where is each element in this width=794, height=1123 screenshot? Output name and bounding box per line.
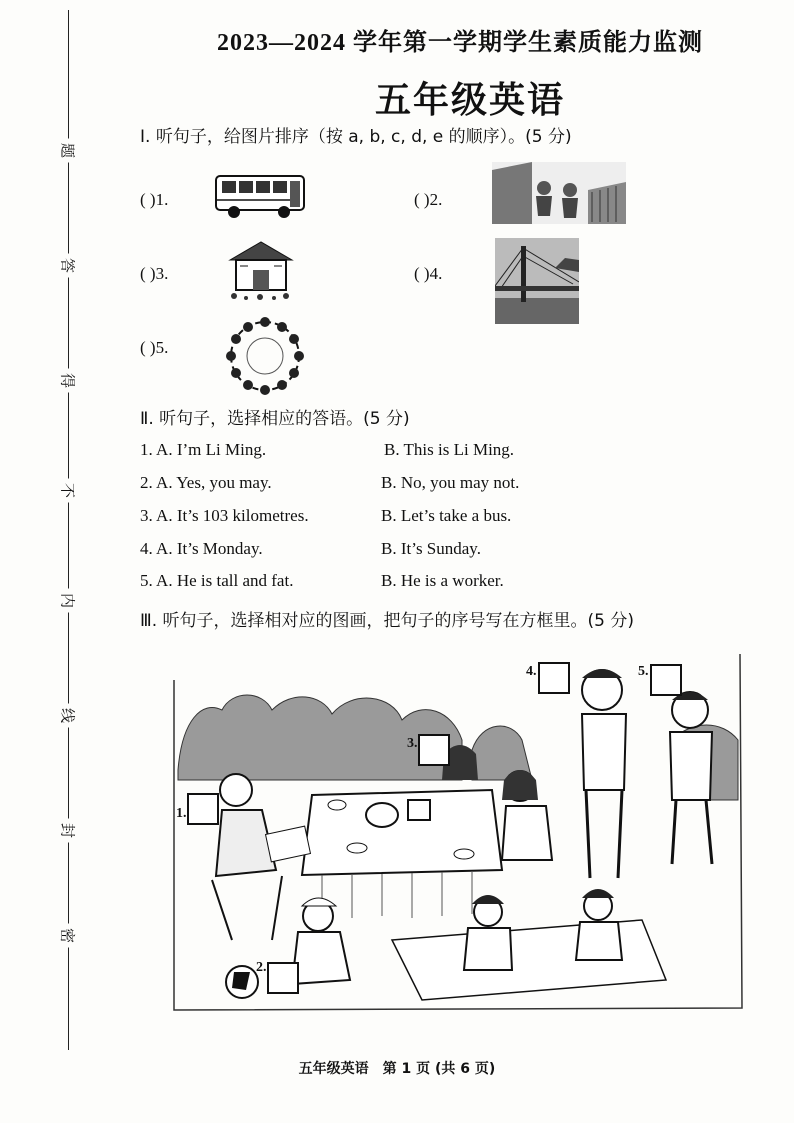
q2-option-a[interactable]: 2. A. Yes, you may. [140,473,272,492]
answer-box-3[interactable] [418,734,450,766]
q3-option-b[interactable]: B. Let’s take a bus. [381,506,512,525]
margin-char: 封 [58,819,79,843]
zodiac-wheel-picture [222,316,308,396]
q4-option-a[interactable]: 4. A. It’s Monday. [140,539,263,558]
exam-title: 2023—2024 学年第一学期学生素质能力监测 [217,30,703,56]
q5-option-a[interactable]: 5. A. He is tall and fat. [140,571,294,590]
answer-box-1-number: 1. [176,806,187,821]
exam-subject: 五年级英语 [374,80,565,121]
margin-char: 不 [58,479,79,503]
section3-heading: Ⅲ. 听句子，选择相对应的图画，把句子的序号写在方框里。(5 分) [140,611,635,631]
margin-char: 题 [58,139,79,163]
section1-item-2-label[interactable]: ( )2. [414,190,443,209]
section2-heading: Ⅱ. 听句子，选择相应的答语。(5 分) [140,409,410,429]
answer-box-5-number: 5. [638,664,649,679]
q2-option-b[interactable]: B. No, you may not. [381,473,520,492]
answer-box-3-number: 3. [407,736,418,751]
section1-item-4-label[interactable]: ( )4. [414,264,443,283]
margin-char: 答 [58,254,79,278]
q4-option-b[interactable]: B. It’s Sunday. [381,539,481,558]
q1-option-a[interactable]: 1. A. I’m Li Ming. [140,440,267,459]
page-footer: 五年级英语 第 1 页 (共 6 页) [298,1061,496,1077]
section1-heading: Ⅰ. 听句子，给图片排序（按 a, b, c, d, e 的顺序）。(5 分) [140,127,572,147]
answer-box-4-number: 4. [526,664,537,679]
answer-box-5[interactable] [650,664,682,696]
q3-option-a[interactable]: 3. A. It’s 103 kilometres. [140,506,309,525]
house-picture [226,238,296,304]
margin-char: 内 [58,589,79,613]
section1-item-5-label[interactable]: ( )5. [140,338,169,357]
section1-item-1-label[interactable]: ( )1. [140,190,169,209]
binding-margin-line [68,10,69,1050]
answer-box-2[interactable] [267,962,299,994]
bridge-picture [495,238,579,324]
city-street-picture [492,162,626,224]
bus-picture [214,172,308,220]
q5-option-b[interactable]: B. He is a worker. [381,571,504,590]
answer-box-4[interactable] [538,662,570,694]
margin-char: 线 [58,704,79,728]
answer-box-2-number: 2. [256,960,267,975]
margin-char: 得 [58,369,79,393]
answer-box-1[interactable] [187,793,219,825]
margin-char: 密 [58,924,79,948]
q1-option-b[interactable]: B. This is Li Ming. [384,440,515,459]
section1-item-3-label[interactable]: ( )3. [140,264,169,283]
